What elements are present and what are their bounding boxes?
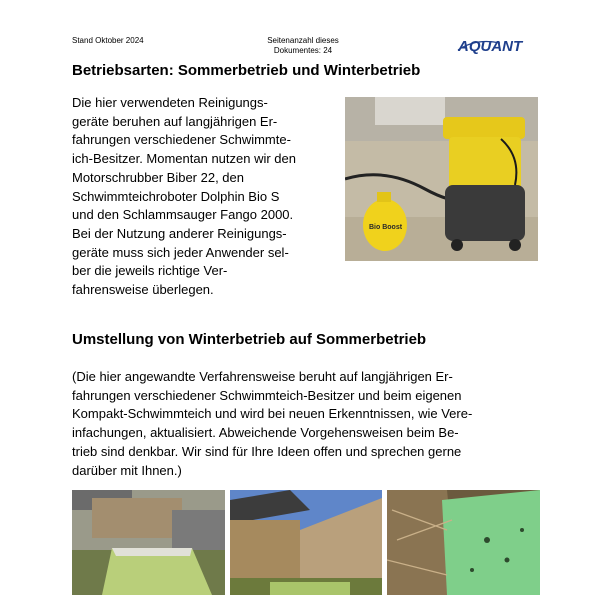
pond-illustration-1 bbox=[72, 490, 225, 595]
text-line: darüber mit Ihnen.) bbox=[72, 462, 182, 478]
text-line: Motorschrubber Biber 22, den bbox=[72, 169, 244, 185]
logo-text: AQUANT bbox=[458, 38, 523, 54]
pond-photo-1 bbox=[72, 490, 225, 595]
text-line: fahrensweise überlegen. bbox=[72, 282, 214, 298]
pond-illustration-3 bbox=[387, 490, 540, 595]
product-label: Bio Boost bbox=[369, 224, 403, 231]
text-line: geräte beruhen auf langjährigen Er- bbox=[72, 113, 278, 129]
text-line: Kompakt-Schwimmteich und wird bei neuen Erkenntnissen, wie Vere- bbox=[72, 406, 473, 422]
cleaning-equipment-illustration bbox=[345, 97, 538, 261]
section-title-betriebsarten: Betriebsarten: Sommerbetrieb und Winterbetrieb bbox=[72, 62, 421, 79]
text-line: geräte muss sich jeder Anwender sel- bbox=[72, 244, 289, 260]
section2-paragraph bbox=[72, 368, 542, 480]
text-line: trieb sind denkbar. Wir sind für Ihre Ideen offen und sprechen gerne bbox=[72, 443, 462, 459]
text-line: fahrungen verschiedener Schwimmte- bbox=[72, 132, 291, 148]
text-line: (Die hier angewandte Verfahrensweise beruht auf langjährigen Er- bbox=[72, 369, 453, 384]
cleaning-equipment-photo bbox=[345, 97, 538, 261]
text-line: und den Schlammsauger Fango 2000. bbox=[72, 207, 294, 223]
text-line: infachungen, aktualisiert. Abweichende Vorgehensweisen beim Be- bbox=[72, 425, 459, 441]
pond-illustration-2 bbox=[230, 490, 382, 595]
page-count-line: Seitenanzahl dieses bbox=[267, 36, 339, 45]
text-line: Bei der Nutzung anderer Reinigungs- bbox=[72, 225, 287, 241]
text-line: ber die jeweils richtige Ver- bbox=[72, 263, 228, 279]
text-line: Schwimmteichroboter Dolphin Bio S bbox=[72, 188, 280, 204]
pond-photo-3 bbox=[387, 490, 540, 595]
text-line: Die hier verwendeten Reinigungs- bbox=[72, 95, 268, 110]
section-title-umstellung: Umstellung von Winterbetrieb auf Sommerbetrieb bbox=[72, 331, 427, 348]
section1-paragraph bbox=[72, 94, 340, 300]
aquant-logo bbox=[456, 36, 542, 54]
text-line: fahrungen verschiedener Schwimmteich-Besitzer und beim eigenen bbox=[72, 387, 462, 403]
page-count bbox=[258, 36, 348, 56]
page-count-line: Dokumentes: 24 bbox=[273, 46, 333, 55]
pond-photo-2 bbox=[230, 490, 382, 595]
text-line: ich-Besitzer. Momentan nutzen wir den bbox=[72, 151, 296, 167]
document-date: Stand Oktober 2024 bbox=[72, 36, 144, 45]
